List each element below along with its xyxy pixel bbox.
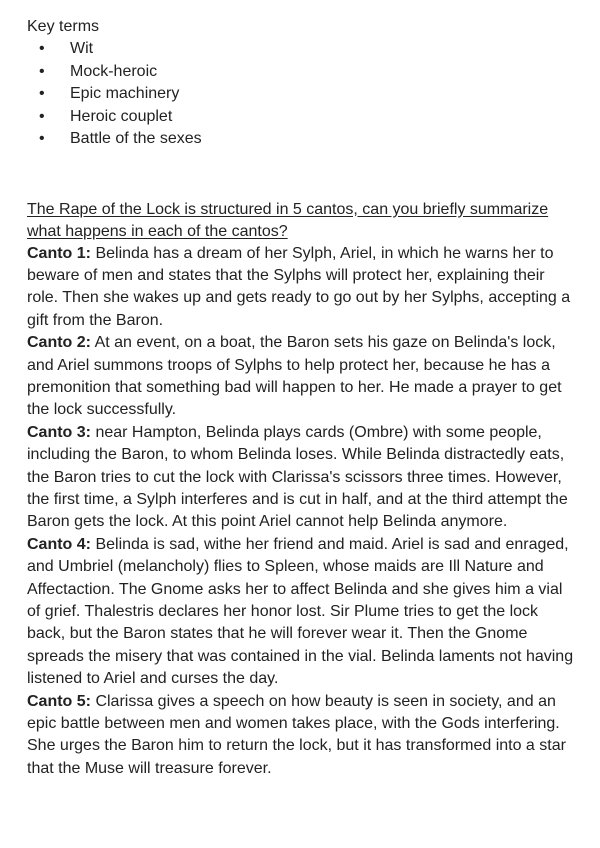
key-term-item: • Epic machinery [27, 83, 578, 106]
canto-text: Belinda is sad, withe her friend and maid. Ariel is sad and enraged, and Umbriel (melancholy) flies to Spleen, whose maids are Ill Nature and Affectaction. The Gnome asks her to affect Belinda and she gives him a vial of grief. Thalestris declares her honor lost. Sir Plume tries to get the lock back, but the Baron states that he will forever wear it. Then the Gnome spreads the misery that was contained in the vial. Belinda laments not having listened to Ariel and curses the day. [27, 535, 574, 688]
canto-text: Clarissa gives a speech on how beauty is seen in society, and an epic battle between men and women takes place, with the Gods interfering. She urges the Baron him to return the lock, but it has transformed into a star that the Muse will treasure forever. [27, 692, 566, 777]
canto-5-paragraph [27, 691, 578, 781]
key-terms-list [27, 38, 578, 151]
canto-label: Canto 1: [27, 244, 91, 262]
canto-3-paragraph [27, 422, 578, 534]
key-term-item: • Wit [27, 38, 578, 61]
canto-text: near Hampton, Belinda plays cards (Ombre) with some people, including the Baron, to whom Belinda loses. While Belinda distractedly eats, the Baron tries to cut the lock with Clarissa's scissors three times. However, the first time, a Sylph interferes and is cut in half, and at the third attempt the Baron gets the lock. At this point Ariel cannot help Belinda anymore. [27, 423, 568, 531]
canto-label: Canto 5: [27, 692, 91, 710]
key-terms-heading: Key terms [27, 18, 100, 35]
canto-text: At an event, on a boat, the Baron sets his gaze on Belinda's lock, and Ariel summons troops of Sylphs to help protect her, because he has a premonition that something bad will happen to her. He made a prayer to get the lock successfully. [27, 334, 562, 419]
canto-label: Canto 2: [27, 334, 91, 352]
key-term-item: • Battle of the sexes [27, 128, 578, 151]
canto-1-paragraph [27, 243, 578, 333]
canto-text: Belinda has a dream of her Sylph, Ariel, in which he warns her to beware of men and states that the Sylphs will protect her, explaining their role. Then she wakes up and gets ready to go out by her Sylphs, accepting a gift from the Baron. [27, 244, 571, 329]
key-term-item: • Heroic couplet [27, 106, 578, 129]
canto-2-paragraph [27, 332, 578, 422]
summary-question: The Rape of the Lock is structured in 5 cantos, can you briefly summarize what happens in each of the cantos? [27, 200, 549, 240]
key-term-item: • Mock-heroic [27, 61, 578, 84]
canto-label: Canto 3: [27, 423, 91, 441]
canto-label: Canto 4: [27, 535, 91, 553]
canto-4-paragraph [27, 534, 578, 691]
